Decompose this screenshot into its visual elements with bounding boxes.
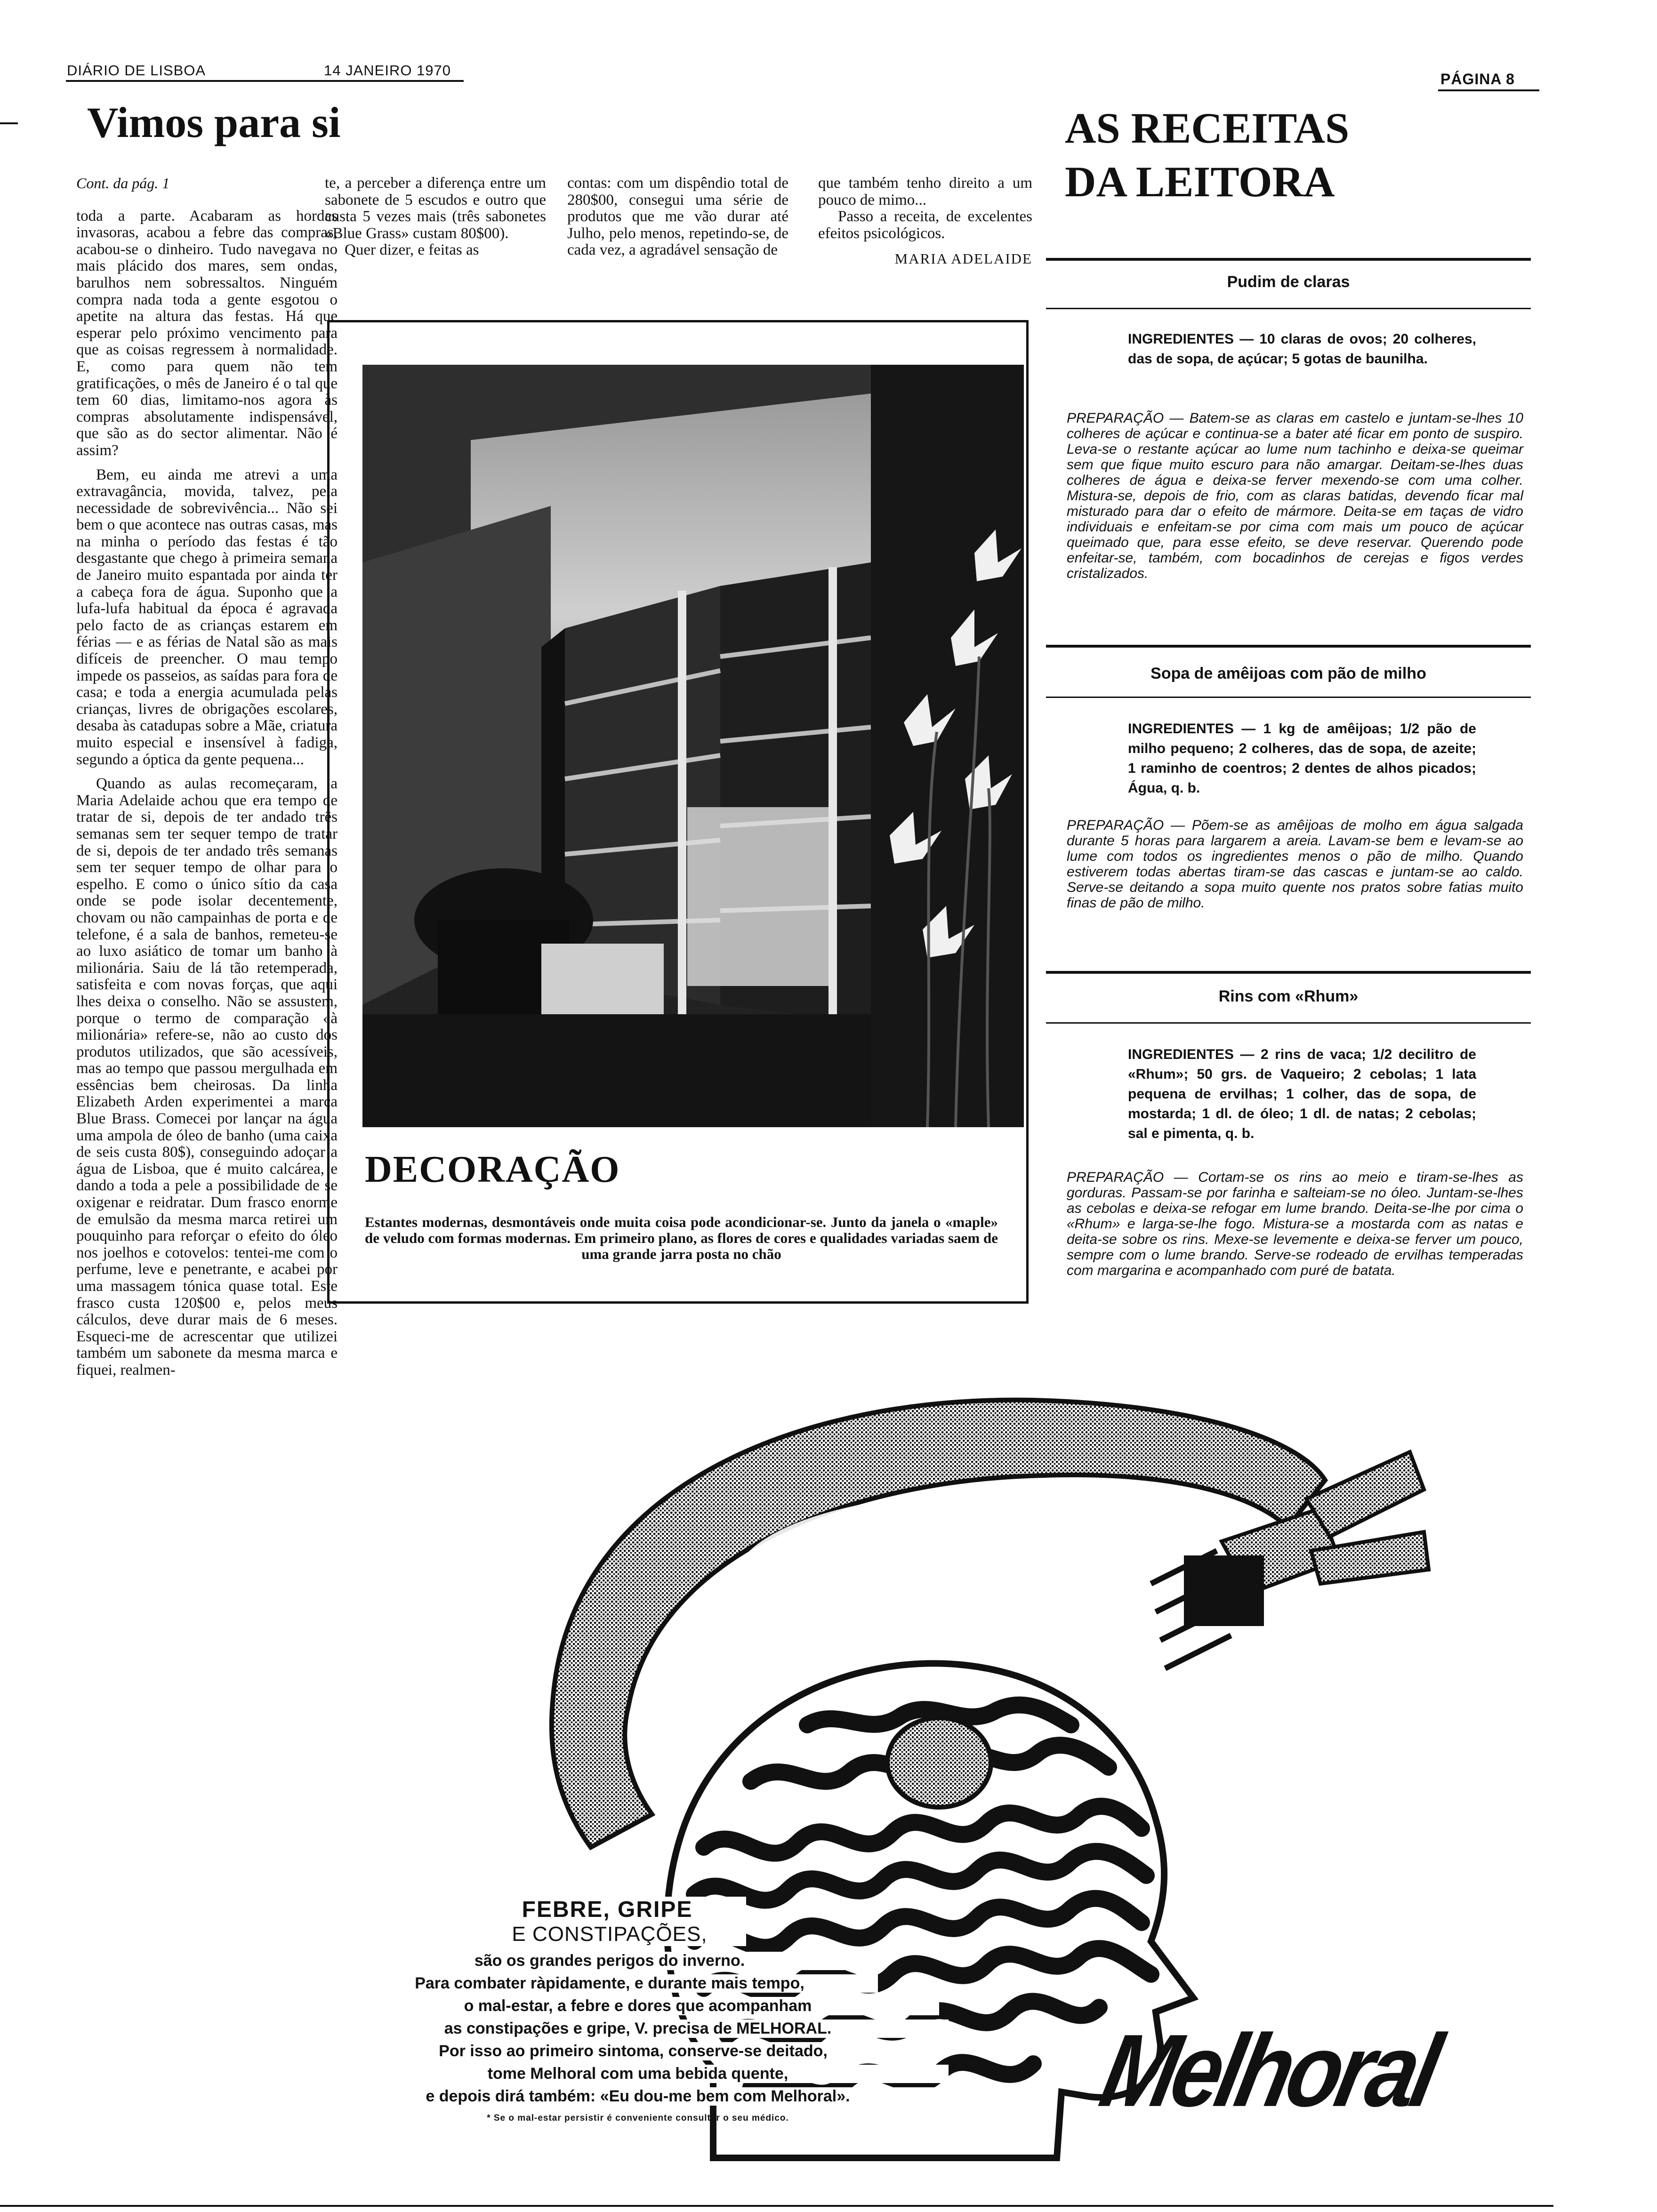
recipe-2-preparation: PREPARAÇÃO — Põem-se as amêijoas de molho em água salgada durante 5 horas para largarem a areia. Lavam-se bem e levam-se ao lume com todos os ingredientes menos o pão de milho. Quando estiverem todas abertas tiram-se das cascas e juntam-se ao caldo. Serve-se deitando a sopa muito quente nos pratos sobre fatias muito finas de pão de milho. — [1067, 817, 1523, 911]
ad-body-line: Para combater ràpidamente, e durante mais tempo, — [341, 1974, 878, 1993]
decoracao-photo — [362, 365, 1024, 1127]
recipe-3-rule-bottom — [1046, 1022, 1531, 1024]
recipe-2-title: Sopa de amêijoas com pão de milho — [1150, 665, 1426, 682]
article-column-3 — [567, 175, 788, 300]
recipe-1-ingredients: INGREDIENTES — 10 claras de ovos; 20 colheres, das de sopa, de açúcar; 5 gotas de baunilha. — [1128, 331, 1476, 367]
ad-body-line: o mal-estar, a febre e dores que acompanham — [337, 1997, 939, 2015]
continued-from: Cont. da pág. 1 — [76, 175, 170, 192]
col2-text-b: Quer dizer, e feitas as — [345, 241, 479, 259]
ad-footnote: * Se o mal-estar persistir é conveniente consultar o seu médico. — [487, 2113, 789, 2123]
recipe-1-rule-bottom — [1046, 308, 1531, 309]
article-column-1 — [76, 175, 338, 2185]
ad-headline-1: FEBRE, GRIPE — [468, 1897, 746, 1923]
recipe-3-ingredients: INGREDIENTES — 2 rins de vaca; 1/2 decilitro de «Rhum»; 50 grs. de Vaqueiro; 2 cebolas; 1 lata pequena de ervilhas; 1 colher, das de sopa, de mostarda; 1 dl. de óleo; 1 dl. de natas; 2 cebolas; sal e pimenta, q. b. — [1128, 1047, 1476, 1141]
melhoral-logo: Melhoral — [1092, 2013, 1447, 2128]
col1-paragraph: Quando as aulas recomeçaram, a Maria Adelaide achou que era tempo de tratar de si, depois de ter andado três semanas sem ter sequer tempo de tratar de si, depois de ter andado três semanas sem ter sequer tempo de olhar para o espelho. E como o único sítio da casa onde se pode isolar decentemente, chovam ou não campainhas de porta e de telefone, é a sala de banhos, remeteu-se ao luxo asiático de tomar um banho à milionária. Saiu de lá tão retemperada, satisfeita e com novas forças, que aqui lhes deixa o conselho. Não se assustem, porque o termo de comparação «à milionária» refere-se, não ao custo dos produtos utilizados, que são acessíveis, mas ao tempo que passou mergulhada em essências bem cheirosas. Da linha Elizabeth Arden experimentei a marca Blue Brass. Comecei por lançar na água uma ampola de óleo de banho (uma caixa de seis custa 80$), conseguindo adoçar a água de Lisboa, que é muito calcárea, e dando a toda a pele a possibilidade de se oxigenar e reidratar. Dum frasco enorme de emulsão da mesma marca retirei um pouquinho para reforçar o efeito do óleo nos joelhos e cotovelos: tentei-me com o perfume, leve e penetrante, e acabei por uma massagem tónica quase total. Este frasco custa 120$00 e, pelos meus cálculos, deve durar mais de 6 meses. Esqueci-me de acrescentar que utilizei também um sabonete da mesma marca e fiquei, realmen- — [76, 775, 338, 1378]
recipe-3-title: Rins com «Rhum» — [1218, 987, 1359, 1005]
header-rule — [66, 80, 464, 82]
bottom-rule — [0, 2205, 1553, 2207]
header-rule-right — [1438, 89, 1539, 91]
receitas-title-line-1: AS RECEITAS — [1065, 104, 1350, 152]
ad-body-line: Por isso ao primeiro sintoma, conserve-se deitado, — [327, 2042, 939, 2060]
recipe-3-rule-top — [1046, 971, 1531, 974]
ad-headline-2: E CONSTIPAÇÕES, — [473, 1923, 746, 1946]
col1-paragraph: Bem, eu ainda me atrevi a uma extravagância, movida, talvez, pela necessidade de sobrevivência... Não sei bem o que acontece nas outras casas, mas na minha o período das festas é tão desgastante que chego à primeira semana de Janeiro muito espantada por ainda ter a cabeça fora de água. Suponho que a lufa-lufa habitual da época é agravada pelo facto de as crianças estarem em férias — e as férias de Natal são as mais difíceis de preencher. O mau tempo impede os passeios, as saídas para fora de casa; e toda a energia acumulada pelas crianças, livres de obrigações escolares, desaba às catadupas sobre a Mãe, criatura muito especial e insensível à fadiga, segundo a óptica da gente pequena... — [76, 466, 338, 768]
decoracao-title: DECORAÇÃO — [365, 1149, 620, 1190]
paper-name: DIÁRIO DE LISBOA — [67, 62, 206, 79]
recipe-1-rule-top — [1046, 258, 1531, 261]
issue-date: 14 JANEIRO 1970 — [324, 62, 451, 79]
col4-text-b: Passo a receita, de excelentes efeitos psicológicos. — [818, 208, 1032, 242]
author-name: MARIA ADELAIDE — [894, 250, 1032, 267]
recipe-1-preparation: PREPARAÇÃO — Batem-se as claras em castelo e juntam-se-lhes 10 colheres de açúcar e continua-se a bater até ficar em ponto de suspiro. Leva-se o restante açúcar ao lume num tachinho e deixa-se queimar sem que fique muito escuro para não amargar. Deitam-se-lhes duas colheres de água e deixa-se ferver mexendo-se com uma colher. Mistura-se, depois de frio, com as claras batidas, devendo ficar mal misturado para dar o efeito de mármore. Deita-se em taças de vidro individuais e enfeitam-se por cima com mais um pouco de açúcar queimado que, para esse efeito, se deve reservar. Querendo pode enfeitar-se, também, com bocadinhos de cerejas e figos verdes cristalizados. — [1067, 410, 1523, 581]
decoracao-caption: Estantes modernas, desmontáveis onde muita coisa pode acondicionar-se. Junto da janela o «maple» de veludo com formas modernas. Em primeiro plano, as flores de cores e qualidades variadas saem de uma grande jarra posta no chão — [365, 1214, 998, 1262]
article-column-2 — [325, 175, 546, 300]
ad-body-line: e depois dirá também: «Eu dou-me bem com Melhoral». — [327, 2087, 949, 2106]
ad-body-line: são os grandes perigos do inverno. — [351, 1952, 869, 1970]
col1-paragraph: toda a parte. Acabaram as hordas invasoras, acabou a febre das compras, acabou-se o dinheiro. Tudo navegava no mais plácido dos mares, sem ondas, barulhos nem sobressaltos. Ninguém compra nada toda a gente esgotou o apetite na altura das festas. Há que esperar pelo próximo vencimento para que as coisas regressem à normalidade. E, como para quem não tem gratificações, o mês de Janeiro é o tal que tem 60 dias, limitamo-nos agora às compras absolutamente indispensável, que são as do sector alimentar. Não é assim? — [76, 207, 338, 459]
article-headline: Vimos para si — [87, 98, 341, 146]
melhoral-ad — [327, 1330, 1532, 2172]
col3-text: contas: com um dispêndio total de 280$00, consegui uma série de produtos que me vão durar até Julho, pelo menos, repetindo-se, de cada vez, a agradável sensação de — [567, 175, 788, 259]
ad-body-line: as constipações e gripe, V. precisa de MELHORAL. — [327, 2020, 949, 2038]
recipe-1-title: Pudim de claras — [1227, 273, 1350, 291]
recipe-2-rule-top — [1046, 645, 1531, 648]
article-column-4 — [818, 175, 1032, 302]
col2-text: te, a perceber a diferença entre um sabonete de 5 escudos e outro que custa 5 vezes mais (três sabonetes «Blue Grass» custam 80$00). — [325, 175, 546, 242]
interior-scene — [362, 365, 1024, 1127]
left-margin-rule — [0, 122, 18, 124]
recipe-2-rule-bottom — [1046, 697, 1531, 698]
receitas-title-line-2: DA LEITORA — [1065, 158, 1335, 206]
recipe-2-ingredients: INGREDIENTES — 1 kg de amêijoas; 1/2 pão de milho pequeno; 2 colheres, das de sopa, de azeite; 1 raminho de coentros; 2 dentes de alhos picados; Água, q. b. — [1128, 721, 1476, 796]
page-label: PÁGINA 8 — [1440, 71, 1515, 88]
col4-text: que também tenho direito a um pouco de mimo... — [818, 175, 1032, 208]
recipe-3-preparation: PREPARAÇÃO — Cortam-se os rins ao meio e tiram-se-lhes as gorduras. Passam-se por farinha e salteiam-se no óleo. Juntam-se-lhes as cebolas e deixa-se refogar em lume brando. Deita-se-lhe por cima o «Rhum» e larga-se-lhe fogo. Mistura-se a mostarda com as natas e deita-se sobre os rins. Mexe-se levemente e deixa-se ferver um pouco, sempre com o lume brando. Serve-se rodeado de ervilhas temperadas com margarina e acompanhado com puré de batata. — [1067, 1170, 1523, 1278]
ad-body-line: tome Melhoral com uma bebida quente, — [327, 2065, 949, 2083]
